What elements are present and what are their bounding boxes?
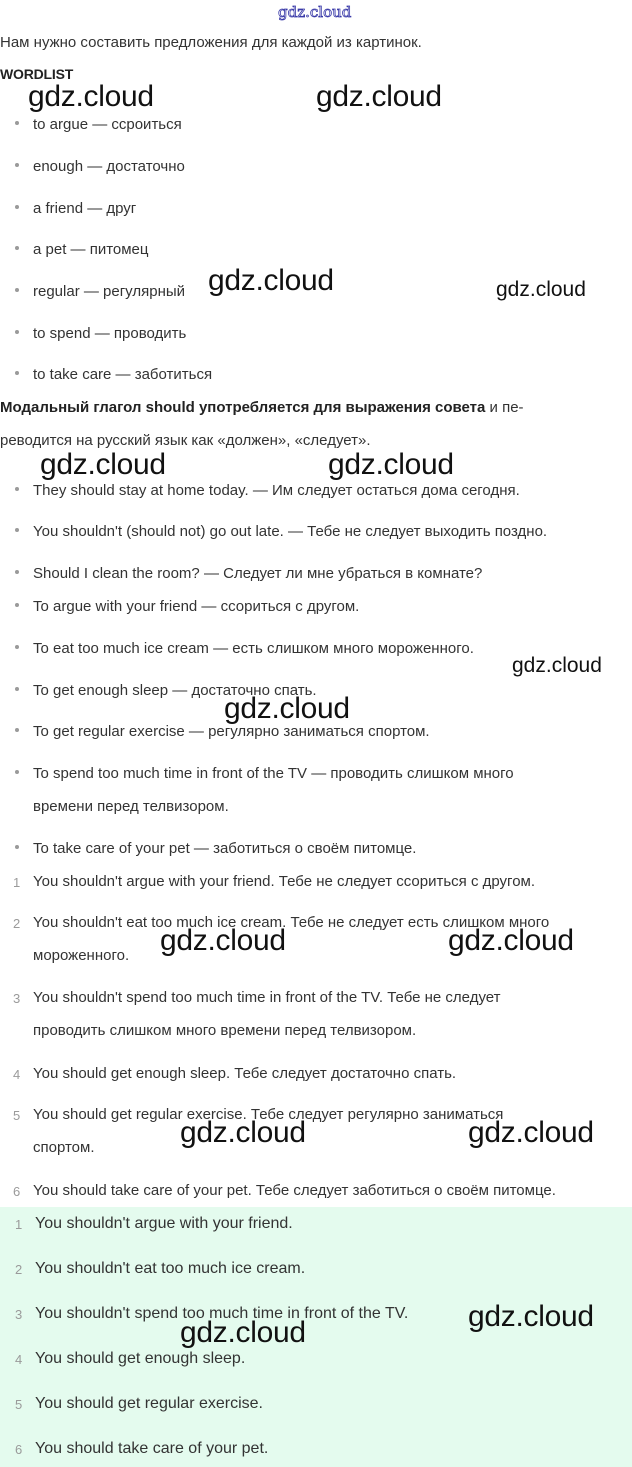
wordlist-item: regular — регулярный — [15, 283, 185, 300]
bullet-icon — [15, 603, 19, 607]
answer-text: You shouldn't eat too much ice cream. — [35, 1260, 306, 1277]
numbered-sentence: You should get regular exercise. Тебе следует регулярно заниматься — [33, 1106, 504, 1123]
numbered-sentence: You shouldn't argue with your friend. Тебе не следует ссориться с другом. — [33, 873, 536, 890]
watermark: gdz.cloud — [328, 448, 454, 481]
numbered-sentence-continuation: проводить слишком много времени перед телвизором. — [33, 1022, 417, 1039]
answer-text: You should get regular exercise. — [35, 1395, 263, 1412]
modal-paragraph-line2: реводится на русский язык как «должен», «следует». — [0, 432, 371, 449]
list-number: 6 — [13, 1184, 21, 1199]
list-number: 2 — [13, 916, 21, 931]
wordlist-item: to take care — заботиться — [15, 366, 212, 383]
answer-number: 1 — [15, 1217, 23, 1232]
list-number: 1 — [13, 875, 21, 890]
example-item: To take care of your pet — заботиться о своём питомце. — [15, 840, 416, 857]
watermark: gdz.cloud — [496, 278, 586, 301]
numbered-sentence: You shouldn't spend too much time in front of the TV. Тебе не следует — [33, 989, 501, 1006]
answer-text: You should take care of your pet. — [35, 1440, 269, 1457]
watermark: gdz.cloud — [316, 80, 442, 113]
answer-text: You should get enough sleep. — [35, 1350, 246, 1367]
watermark: gdz.cloud — [224, 692, 350, 725]
wordlist-item: enough — достаточно — [15, 158, 185, 175]
answer-text: You shouldn't spend too much time in front of the TV. — [35, 1305, 409, 1322]
watermark: gdz.cloud — [180, 1116, 306, 1149]
bullet-icon — [15, 487, 19, 491]
example-item: To argue with your friend — ссориться с другом. — [15, 598, 359, 615]
list-number: 3 — [13, 991, 21, 1006]
watermark-top: gdz.cloud — [278, 3, 352, 21]
numbered-sentence-continuation: спортом. — [33, 1139, 95, 1156]
bullet-icon — [15, 121, 19, 125]
bullet-icon — [15, 163, 19, 167]
numbered-sentence: You should take care of your pet. Тебе следует заботиться о своём питомце. — [33, 1182, 556, 1199]
example-item: To spend too much time in front of the TV — проводить слишком много — [15, 765, 514, 782]
watermark: gdz.cloud — [448, 924, 574, 957]
watermark: gdz.cloud — [28, 80, 154, 113]
bullet-icon — [15, 371, 19, 375]
list-number: 5 — [13, 1108, 21, 1123]
watermark: gdz.cloud — [180, 1316, 306, 1349]
wordlist-item: to argue — ссроиться — [15, 116, 182, 133]
bullet-icon — [15, 570, 19, 574]
answer-number: 4 — [15, 1352, 23, 1367]
answer-text: You shouldn't argue with your friend. — [35, 1215, 293, 1232]
example-item: They should stay at home today. — Им следует остаться дома сегодня. — [15, 482, 520, 499]
example-item: Should I clean the room? — Следует ли мне убраться в комнате? — [15, 565, 482, 582]
watermark: gdz.cloud — [40, 448, 166, 481]
bullet-icon — [15, 687, 19, 691]
answer-number: 6 — [15, 1442, 23, 1457]
wordlist-heading: WORDLIST — [0, 66, 74, 82]
answer-number: 2 — [15, 1262, 23, 1277]
modal-paragraph-line1: Модальный глагол should употребляется для выражения совета и пе- — [0, 399, 524, 416]
numbered-sentence-continuation: мороженного. — [33, 947, 130, 964]
watermark: gdz.cloud — [160, 924, 286, 957]
bullet-icon — [15, 330, 19, 334]
example-item-continuation: времени перед телвизором. — [33, 798, 229, 815]
example-item: To eat too much ice cream — есть слишком много мороженного. — [15, 640, 474, 657]
wordlist-item: a pet — питомец — [15, 241, 149, 258]
watermark: gdz.cloud — [208, 264, 334, 297]
wordlist-item: to spend — проводить — [15, 325, 186, 342]
example-item: To get enough sleep — достаточно спать. — [15, 682, 317, 699]
numbered-sentence: You should get enough sleep. Тебе следует достаточно спать. — [33, 1065, 457, 1082]
intro-text: Нам нужно составить предложения для каждой из картинок. — [0, 34, 422, 51]
bullet-icon — [15, 205, 19, 209]
bullet-icon — [15, 845, 19, 849]
example-item: To get regular exercise — регулярно заниматься спортом. — [15, 723, 430, 740]
answer-number: 5 — [15, 1397, 23, 1412]
numbered-sentence: You shouldn't eat too much ice cream. Тебе не следует есть слишком много — [33, 914, 550, 931]
watermark: gdz.cloud — [468, 1116, 594, 1149]
list-number: 4 — [13, 1067, 21, 1082]
bullet-icon — [15, 770, 19, 774]
bullet-icon — [15, 728, 19, 732]
example-item: You shouldn't (should not) go out late. — Тебе не следует выходить поздно. — [15, 523, 547, 540]
bullet-icon — [15, 246, 19, 250]
watermark: gdz.cloud — [468, 1300, 594, 1333]
answer-box — [0, 1207, 632, 1467]
bullet-icon — [15, 288, 19, 292]
wordlist-item: a friend — друг — [15, 200, 136, 217]
watermark: gdz.cloud — [512, 654, 602, 677]
bullet-icon — [15, 528, 19, 532]
bullet-icon — [15, 645, 19, 649]
answer-number: 3 — [15, 1307, 23, 1322]
